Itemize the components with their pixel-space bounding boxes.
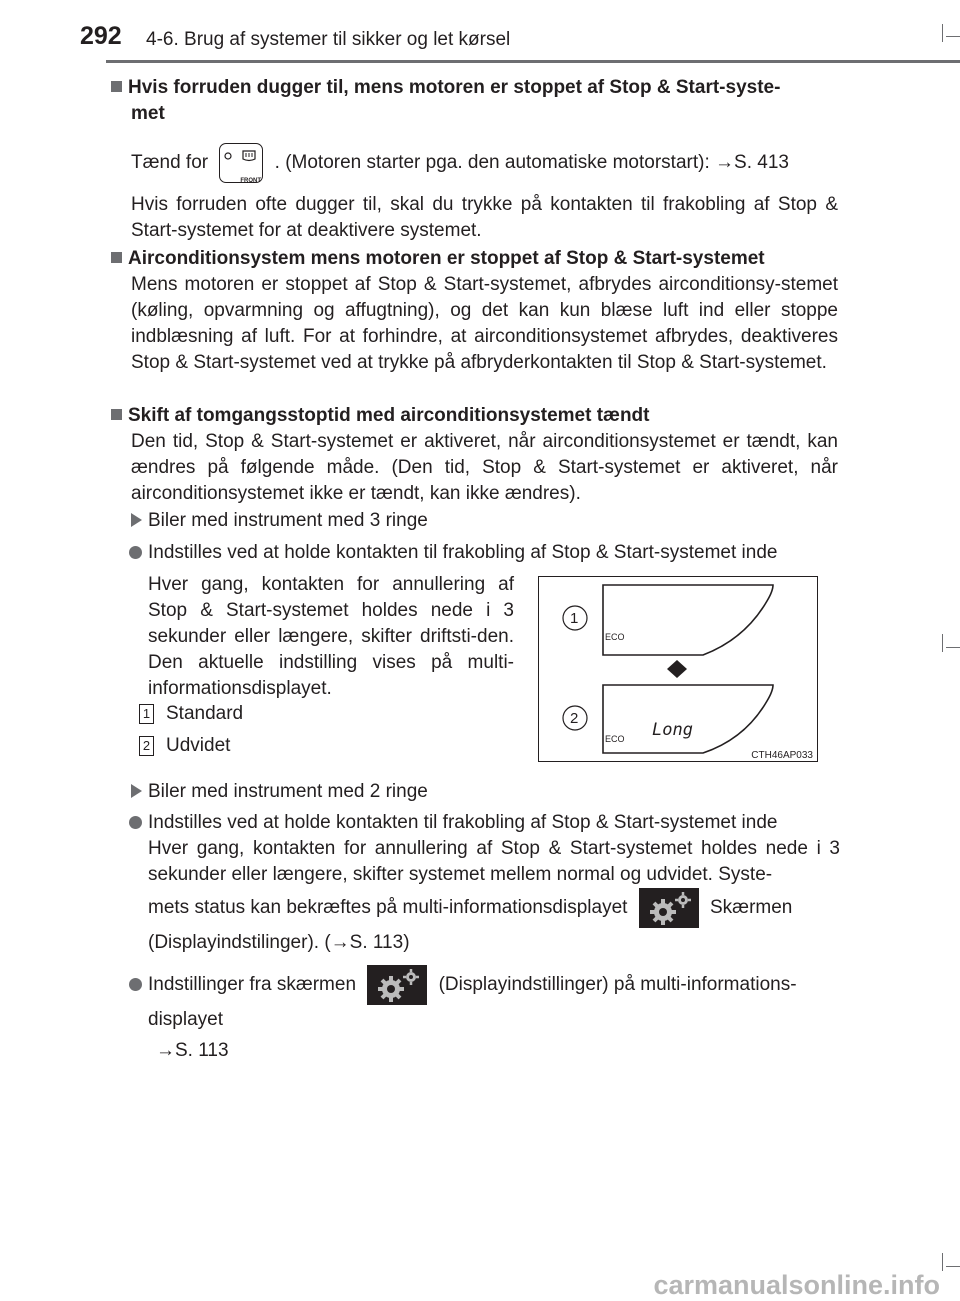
section-heading-idle-stop: Skift af tomgangsstoptid med airconditionsystemet tændt [111, 403, 846, 429]
paragraph: Hvis forruden ofte dugger til, skal du trykke på kontakten til frakobling af Stop & Start-systemet for at deaktivere systemet. [131, 194, 838, 241]
square-bullet-icon [111, 81, 122, 92]
page-number: 292 [80, 22, 122, 50]
settings-gear-icon [367, 965, 427, 1005]
callout-number: 2 [570, 710, 579, 727]
subheading-2-rings: Biler med instrument med 2 ringe [131, 779, 831, 805]
crop-mark [942, 634, 943, 652]
bullet-item: Indstilles ved at holde kontakten til frakobling af Stop & Start-systemet inde [129, 810, 849, 836]
paragraph: Hver gang, kontakten for annullering af Stop & Start-systemet holdes nede i 3 sekunder eller længere, skifter driftsti-den. Den aktuelle indstilling vises på multi-informationsdisplayet. [148, 574, 514, 699]
paragraph: (Displayindstilinger). (→S. 113) [148, 932, 410, 953]
circle-bullet-icon [129, 978, 142, 991]
display-illustration [538, 576, 818, 762]
front-defroster-button-icon: FRONT [219, 143, 263, 183]
long-indicator: Long [652, 720, 693, 740]
section-title: 4-6. Brug af systemer til sikker og let kørsel [146, 29, 511, 50]
triangle-bullet-icon [131, 513, 142, 527]
paragraph: Mens motoren er stoppet af Stop & Start-systemet, afbrydes airconditionsy-stemet (køling, opvarmning og affugtning), og det kan kun blæse luft ind eller stoppe indblæsning af luft. For at forhindre, at airconditionsystemet afbrydes, deaktiveres Stop & Start-systemet ved at trykke på afbryderkontakten til Stop & Start-systemet. [131, 274, 838, 373]
square-bullet-icon [111, 409, 122, 420]
eco-label: ECO [605, 632, 625, 642]
header-rule [106, 60, 960, 63]
watermark: carmanualsonline.info [653, 1270, 940, 1300]
legend-item: 1 Standard [139, 701, 439, 727]
crop-mark [946, 1266, 960, 1267]
paragraph-inline-icon: mets status kan bekræftes på multi-informationsdisplayet Skærmen [148, 888, 848, 928]
crop-mark [942, 1253, 943, 1271]
bullet-item: Indstillinger fra skærmen (Displayindstillinger) på multi-informations- [129, 965, 849, 1005]
figure-code: CTH46AP033 [751, 750, 813, 761]
paragraph: Hver gang, kontakten for annullering af Stop & Start-systemet holdes nede i 3 sekunder eller længere, skifter systemet mellem normal og udvidet. Syste- [148, 838, 840, 885]
legend-item: 2 Udvidet [139, 733, 439, 759]
square-bullet-icon [111, 252, 122, 263]
paragraph: displayet [148, 1009, 223, 1030]
eco-label: ECO [605, 734, 625, 744]
crop-mark [946, 36, 960, 37]
page-reference: →S. 113 [156, 1040, 229, 1061]
callout-number: 1 [570, 610, 579, 627]
circle-bullet-icon [129, 546, 142, 559]
defrost-instruction: Tænd for FRONT . (Motoren starter pga. den automatiske motorstart): →S. 413 [131, 143, 846, 183]
section-heading-aircon: Airconditionsystem mens motoren er stoppet af Stop & Start-systemet [111, 246, 846, 272]
settings-gear-icon [639, 888, 699, 928]
section-heading-defog: Hvis forruden dugger til, mens motoren er stoppet af Stop & Start-syste- met [111, 75, 846, 127]
bullet-item: Indstilles ved at holde kontakten til frakobling af Stop & Start-systemet inde [129, 540, 849, 566]
triangle-bullet-icon [131, 784, 142, 798]
paragraph: Den tid, Stop & Start-systemet er aktiveret, når airconditionsystemet er tændt, kan ændres på følgende måde. (Den tid, Stop & Start-systemet er aktiveret, når airconditionsystemet ikke er tændt, kan ikke ændres). [131, 431, 838, 504]
circle-bullet-icon [129, 816, 142, 829]
subheading-3-rings: Biler med instrument med 3 ringe [131, 508, 831, 534]
crop-mark [946, 647, 960, 648]
crop-mark [942, 24, 943, 42]
